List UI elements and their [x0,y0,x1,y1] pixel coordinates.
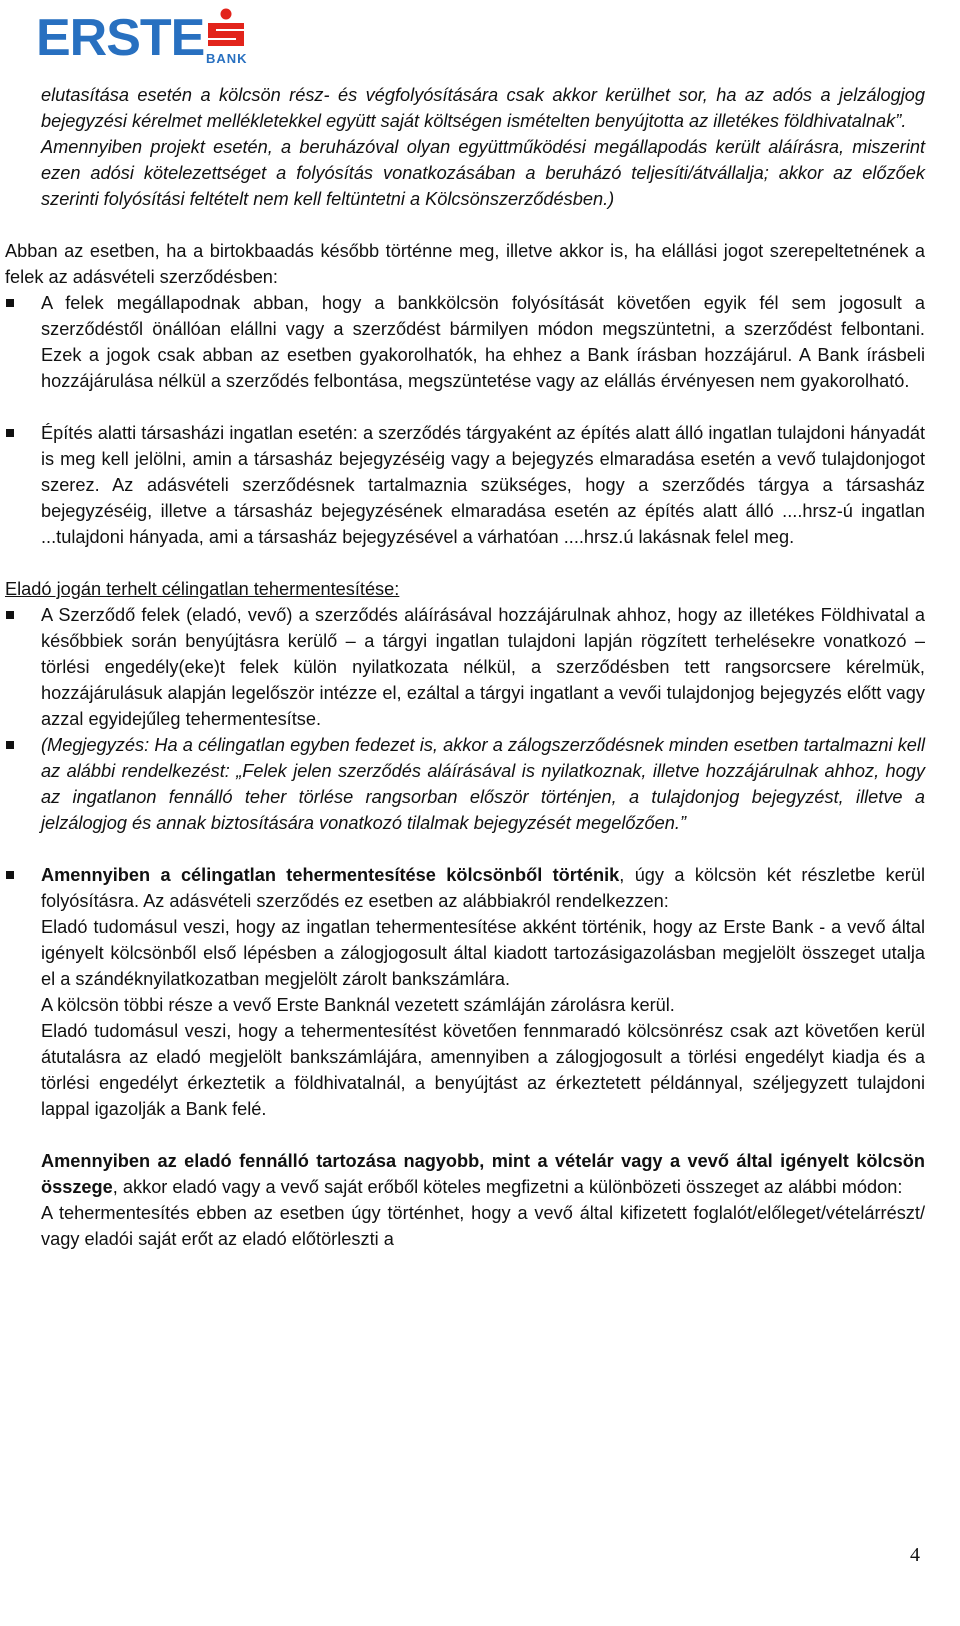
list-item [5,862,925,914]
bullet-square-icon [6,871,14,879]
list-item-text: Építés alatti társasházi ingatlan esetén: a szerződés tárgyaként az építés alatt álló ingatlan tulajdoni hányadát is meg kell jelölni, amin a társasház bejegyzéséig vagy a bejegyzés elmaradása esetén a vevő tulajdonjogot szerez. Az adásvételi szerződésnek tartalmaznia szükséges, hogy a szerződés tárgya a társasház bejegyzéséig, illetve a társasház bejegyzésének elmaradása esetén az építés alatt álló ....hrsz-ú ingatlan ...tulajdoni hányada, ami a társasház bejegyzésével a várhatóan ....hrsz.ú lakásnak felel meg. [41,423,925,547]
paragraph-seller-acknowledges: Eladó tudomásul veszi, hogy az ingatlan tehermentesítése akként történik, hogy az Erste Bank - a vevő által igényelt kölcsönből első lépésben a zálogjogosult által kiadott tartozásigazolásban megjelölt összeget utalja el a szándéknyilatkozatban megjelölt zárolt bankszámlára. [41,917,925,989]
paragraph-repayment: A tehermentesítés ebben az esetben úgy történhet, hogy a vevő által kifizetett foglalót/előleget/vételárrészt/ vagy eladói saját erőt az eladó előtörleszti a [41,1203,925,1249]
bullet-square-icon [6,429,14,437]
list-item-text: , úgy a kölcsön két részletbe kerül folyósításra. Az adásvételi szerződés ez esetben az alábbiakról rendelkezzen: [41,865,925,911]
logo-wordmark: ERSTE [36,9,205,67]
list-item-text: (Megjegyzés: Ha a célingatlan egyben fedezet is, akkor a zálogszerződésnek minden esetben tartalmazni kell az alábbi rendelkezést: „Felek jelen szerződés aláírásával is nyilatkoznak, illetve hozzájárulnak ahhoz, hogy az ingatlanon fennálló teher törlése rangsorban először történjen, a tulajdonjog bejegyzést, illetve a jelzálogjog és annak biztosítására vonatkozó tilalmak bejegyzését megelőzően.” [41,735,925,833]
document-body [5,82,925,1252]
list-item-text: A Szerződő felek (eladó, vevő) a szerződés aláírásával hozzájárulnak ahhoz, hogy az illetékes Földhivatal a későbbiek során benyújtásra kerülő – a tárgyi ingatlan tulajdoni lapján rögzített terhelésekre vonatkozó – törlési engedély(eke)t felek külön nyilatkozata nélkül, a szerződésben tett rangsorcsere kérelmük, hozzájárulásuk alapján legelőször intézze el, ezáltal a tárgyi ingatlant a vevői tulajdonjog bejegyzés előtt vagy azzal egyidejűleg tehermentesítse. [41,605,925,729]
paragraph-transfer-conditions: Eladó tudomásul veszi, hogy a tehermentesítést követően fennmaradó kölcsönrész csak azt követően kerül átutalásra az eladó megjelölt bankszámlájára, amennyiben a zálogjogosult a törlési engedélyt kiadja és a törlési engedélyt érkeztetik a földhivatalnál, a benyújtást az érkeztetett példánnyal, széljegyzett tulajdoni lappal igazolják a Bank felé. [41,1021,925,1119]
list-item [5,420,925,550]
list-item-bold-text: Amennyiben a célingatlan tehermentesítése kölcsönből történik [41,865,620,885]
erste-s-mark-icon [204,8,248,48]
paragraph-project-note: Amennyiben projekt esetén, a beruházóval olyan együttműködési megállapodás került aláírásra, miszerint ezen adósi kötelezettséget a folyósítás vonatkozásában a beruházó teljesíti/átvállalja; akkor az előzőek szerinti folyósítási feltételt nem kell feltüntetni a Kölcsönszerződésben.) [41,137,925,209]
erste-bank-logo [36,6,252,66]
paragraph-possession: Abban az esetben, ha a birtokbaadás később történne meg, illetve akkor is, ha elállási jogot szerepeltetnének a felek az adásvételi szerződésben: [5,241,925,287]
section-heading: Eladó jogán terhelt célingatlan tehermentesítése: [5,579,400,599]
page-number: 4 [910,1544,920,1566]
paragraph-remaining-loan: A kölcsön többi része a vevő Erste Banknál vezetett számláján zárolásra kerül. [41,995,675,1015]
paragraph-debt-larger [5,1148,925,1200]
paragraph-continuation: elutasítása esetén a kölcsön rész- és végfolyósítására csak akkor kerülhet sor, ha az adós a jelzálogjog bejegyzési kérelmet mellékletekkel együtt saját költségen ismételten benyújtotta az illetékes földhivatalnak”. [41,85,925,131]
list-item [5,290,925,394]
bullet-square-icon [6,299,14,307]
list-item [5,732,925,836]
paragraph-bold-text: Amennyiben az eladó fennálló tartozása nagyobb, mint a vételár vagy a vevő által igényelt kölcsön összege [41,1151,925,1197]
bullet-square-icon [6,741,14,749]
paragraph-text: , akkor eladó vagy a vevő saját erőből köteles megfizetni a különbözeti összeget az alábbi módon: [112,1177,903,1197]
list-item-text: A felek megállapodnak abban, hogy a bankkölcsön folyósítását követően egyik fél sem jogosult a szerződéstől önállóan elállni vagy a szerződést bármilyen módon megszüntetni, a szerződést felbontani. Ezek a jogok csak abban az esetben gyakorolhatók, ha ehhez a Bank írásban hozzájárul. A Bank írásbeli hozzájárulása nélkül a szerződés felbontása, megszüntetése vagy az elállás érvényesen nem gyakorolható. [41,293,925,391]
bullet-square-icon [6,611,14,619]
list-item [5,602,925,732]
logo-bank-text: BANK [206,51,248,66]
